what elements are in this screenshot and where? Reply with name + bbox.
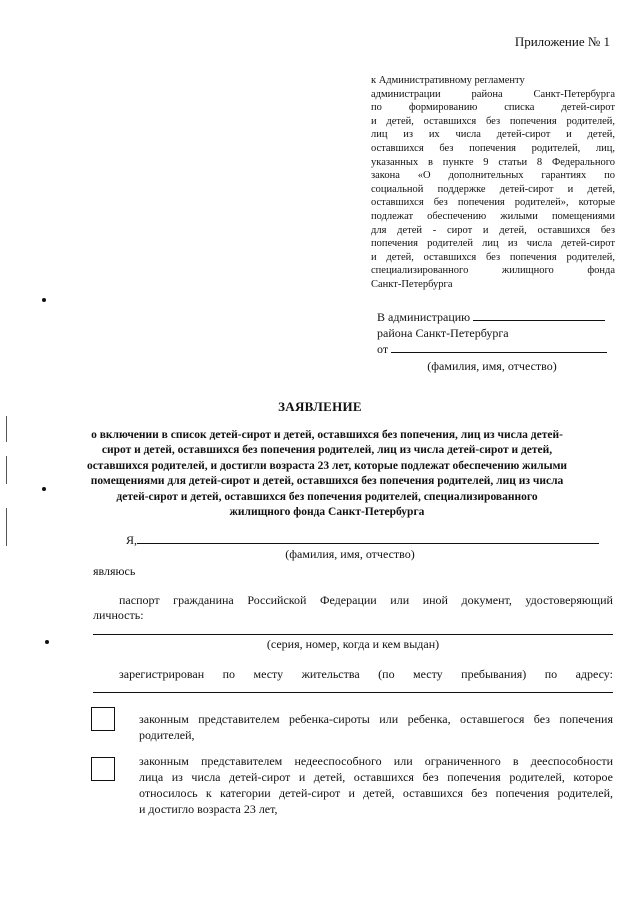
option-line: лица из числа детей-сирот и детей, оставшихся без попечения родителей, которое [139, 770, 613, 784]
registration-word: месту [253, 667, 284, 681]
passport-line-2: личность: [93, 608, 144, 622]
applicant-name-field[interactable] [391, 352, 607, 353]
passport-caption: (серия, номер, когда и кем выдан) [266, 637, 440, 651]
regulation-line: и детей, оставшихся без попечения родителей, [371, 251, 615, 263]
full-name-field[interactable] [137, 543, 599, 544]
regulation-line: оставшихся без попечения родителей», которые [371, 197, 615, 209]
from-label: от [377, 342, 389, 356]
document-title: ЗАЯВЛЕНИЕ [278, 399, 362, 414]
regulation-line: попечения родителей лиц из числа детей-сирот [371, 238, 615, 250]
passport-word: иной [422, 593, 448, 607]
i-line [126, 533, 606, 548]
option-checkbox-legal-rep-child[interactable] [91, 707, 115, 731]
scan-dot [45, 640, 49, 644]
option-line: родителей, [139, 728, 195, 742]
scan-dot [42, 298, 46, 302]
passport-word: паспорт [119, 593, 160, 607]
option-text-legal-rep-incapacitated [139, 753, 613, 817]
fio-caption: (фамилия, имя, отчество) [427, 359, 557, 373]
margin-mark [6, 456, 7, 484]
passport-word: удостоверяющий [525, 593, 613, 607]
document-subtitle: о включении в список детей-сирот и детей, оставшихся без попечения, лиц из числа детей-сирот и детей, оставшихся без попечения родителей, лиц из числа детей-сирот и детей, оставшихся родителей, и достигли возраста 23 лет, которые подлежат обеспечению жилыми помещениями для детей-сирот и детей, оставшихся без попечения родителей, лиц из числа детей-сирот и детей, оставшихся без попечения родителей, специализированного жилищного фонда Санкт-Петербурга [86, 429, 568, 519]
addressee-block [377, 309, 617, 374]
addressee-line [377, 309, 617, 325]
option-line: законным представителем ребенка-сироты или ребенка, оставшегося без попечения [139, 712, 613, 726]
passport-word: гражданина [173, 593, 234, 607]
scan-dot [42, 487, 46, 491]
district-label: района Санкт-Петербурга [377, 326, 509, 340]
administration-name-field[interactable] [473, 320, 605, 321]
regulation-line: администрации района Санкт-Петербурга [371, 88, 615, 100]
regulation-line: закона «О дополнительных гарантиях по [371, 170, 615, 182]
registration-word: месту [413, 667, 443, 681]
regulation-line: к Административному регламенту [371, 75, 525, 86]
margin-mark [6, 508, 7, 546]
regulation-line: оставшихся без попечения родителей, лиц, [371, 142, 615, 154]
regulation-line: лиц из их числа детей-сирот и детей, [371, 129, 615, 141]
option-text-legal-rep-child [139, 711, 613, 743]
registration-word: (по [378, 667, 395, 681]
regulation-line: по формированию списка детей-сирот [371, 102, 615, 114]
i-label: Я, [126, 533, 138, 547]
registration-word: по [544, 667, 558, 681]
registration-word: пребывания) [461, 667, 527, 681]
regulation-line: подлежат обеспечению жилыми помещениями [371, 210, 615, 222]
passport-details-field[interactable] [93, 634, 613, 635]
regulation-reference [371, 74, 615, 292]
regulation-line: Санкт-Петербурга [371, 278, 453, 290]
address-field[interactable] [93, 692, 613, 693]
passport-word: Федерации [320, 593, 377, 607]
option-checkbox-legal-rep-incapacitated[interactable] [91, 757, 115, 781]
registration-line [119, 667, 613, 682]
option-line: и достигло возраста 23 лет, [139, 802, 278, 816]
registration-word: по [222, 667, 236, 681]
to-administration-label: В администрацию [377, 310, 471, 324]
passport-line [119, 593, 613, 608]
regulation-line: и детей, оставшихся без попечения родителей, [371, 115, 615, 127]
appendix-number: Приложение № 1 [514, 34, 610, 49]
passport-word: документ, [461, 593, 512, 607]
passport-word: или [390, 593, 410, 607]
regulation-line: для детей - сирот и детей, оставшихся без [371, 224, 615, 236]
passport-word: Российской [247, 593, 307, 607]
registration-word: зарегистрирован [119, 667, 205, 681]
being-label: являюсь [93, 564, 136, 578]
fio-caption: (фамилия, имя, отчество) [285, 547, 415, 561]
regulation-line: указанных в пункте 9 статьи 8 Федерального [371, 156, 615, 168]
from-line [377, 341, 617, 357]
option-line: относилось к категории детей-сирот и детей, оставшихся без попечения родителей, [139, 786, 613, 800]
registration-word: жительства [301, 667, 360, 681]
registration-word: адресу: [575, 667, 613, 681]
option-line: законным представителем недееспособного или ограниченного в дееспособности [139, 754, 613, 768]
regulation-line: специализированного жилищного фонда [371, 265, 615, 277]
regulation-line: социальной поддержке детей-сирот и детей, [371, 183, 615, 195]
margin-mark [6, 416, 7, 442]
